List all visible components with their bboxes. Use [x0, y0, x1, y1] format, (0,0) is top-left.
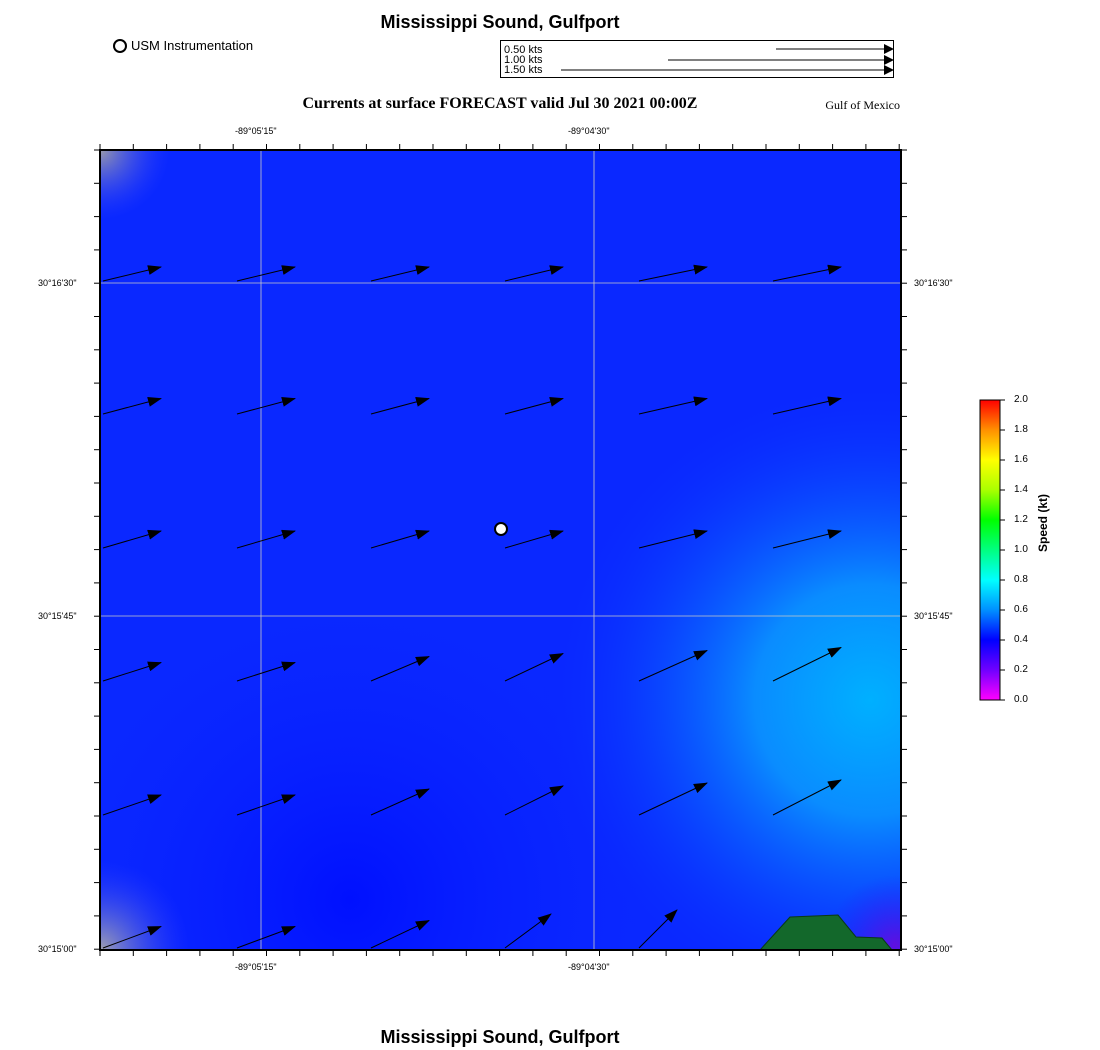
x-tick-top-2: -89°04'30" [568, 126, 610, 136]
colorbar-tick-label: 0.0 [1014, 694, 1028, 705]
colorbar-tick-label: 0.8 [1014, 574, 1028, 585]
y-tick-right-1: 30°16'30" [914, 278, 953, 288]
colorbar-title: Speed (kt) [1036, 493, 1050, 552]
colorbar-tick-label: 2.0 [1014, 394, 1028, 405]
y-tick-left-2: 30°15'45" [38, 611, 77, 621]
scale-label-050: 0.50 kts [504, 44, 543, 56]
colorbar-tick-label: 0.4 [1014, 634, 1028, 645]
y-tick-right-2: 30°15'45" [914, 611, 953, 621]
colorbar-tick-label: 1.2 [1014, 514, 1028, 525]
colorbar-tick-label: 0.2 [1014, 664, 1028, 675]
colorbar-tick-label: 0.6 [1014, 604, 1028, 615]
colorbar-tick-label: 1.8 [1014, 424, 1028, 435]
region-label: Gulf of Mexico [825, 98, 900, 112]
instrument-legend-label: USM Instrumentation [131, 38, 254, 53]
y-tick-left-3: 30°15'00" [38, 944, 77, 954]
map-footer-title: Mississippi Sound, Gulfport [380, 1027, 620, 1047]
colorbar-gradient [980, 400, 1000, 700]
y-tick-left-1: 30°16'30" [38, 278, 77, 288]
scale-label-150: 1.50 kts [504, 64, 543, 76]
colorbar-tick-label: 1.6 [1014, 454, 1028, 465]
map-subtitle: Currents at surface FORECAST valid Jul 30 2021 00:00Z [302, 95, 698, 112]
map-title: Mississippi Sound, Gulfport [380, 12, 620, 32]
scale-label-100: 1.00 kts [504, 54, 543, 66]
x-tick-bottom-1: -89°05'15" [235, 962, 277, 972]
x-tick-bottom-2: -89°04'30" [568, 962, 610, 972]
x-tick-top-1: -89°05'15" [235, 126, 277, 136]
colorbar-tick-label: 1.0 [1014, 544, 1028, 555]
y-tick-right-3: 30°15'00" [914, 944, 953, 954]
colorbar-tick-label: 1.4 [1014, 484, 1028, 495]
